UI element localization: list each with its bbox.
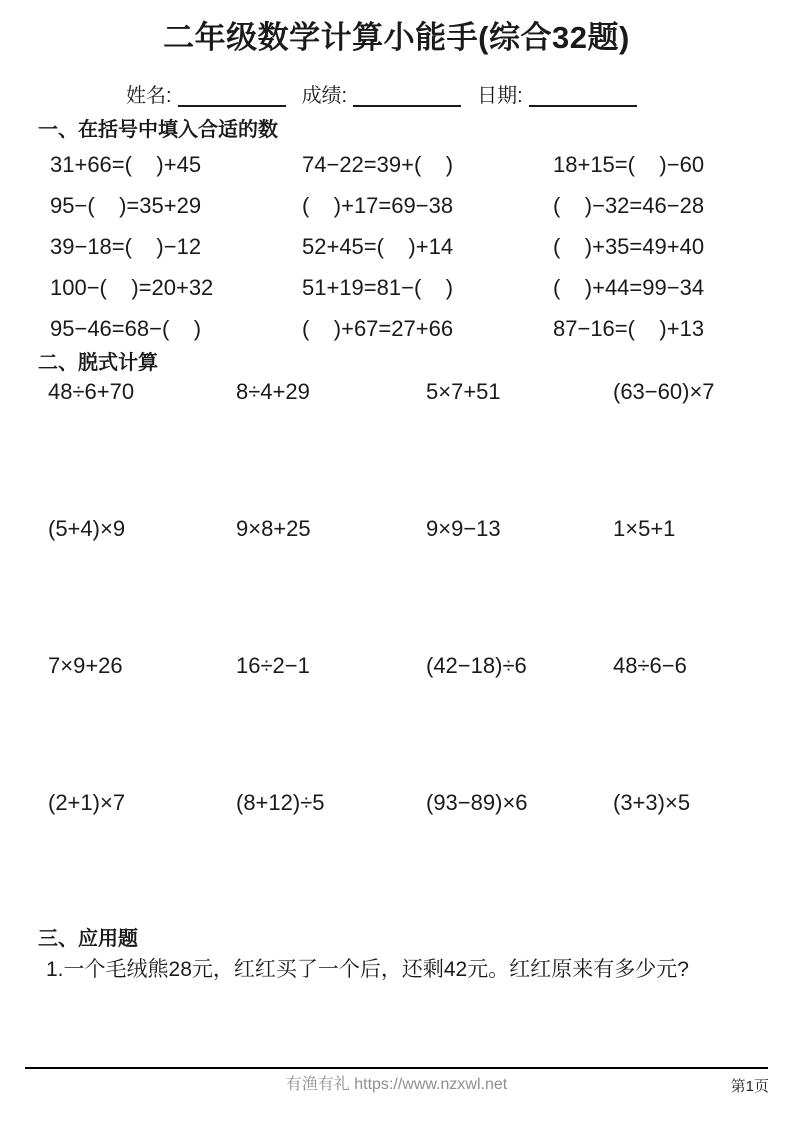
expression: (5+4)×9 [48,516,126,541]
expression: (63−60)×7 [613,379,715,404]
equation: ( )+44=99−34 [553,275,705,300]
expression: 5×7+51 [426,379,501,404]
expression: 9×8+25 [236,516,311,541]
equation: 87−16=( )+13 [553,316,705,341]
name-label: 姓名: [126,85,172,107]
section-one-heading: 一、在括号中填入合适的数 [38,119,278,141]
expression: 9×9−13 [426,516,501,541]
section-two-heading: 二、脱式计算 [38,352,158,374]
date-blank [529,84,637,107]
expression: 1×5+1 [613,516,676,541]
equation: 31+66=( )+45 [50,152,202,177]
equation: 18+15=( )−60 [553,152,705,177]
equation: 74−22=39+( ) [302,152,454,177]
expression: 7×9+26 [48,653,123,678]
equation: 39−18=( )−12 [50,234,202,259]
expression: 48÷6−6 [613,653,687,678]
equation: 51+19=81−( ) [302,275,454,300]
equation: 95−46=68−( ) [50,316,202,341]
equation: ( )−32=46−28 [553,193,705,218]
score-blank [353,84,461,107]
expression: 16÷2−1 [236,653,310,678]
expression: (42−18)÷6 [426,653,527,678]
name-blank [178,84,286,107]
equation: ( )+35=49+40 [553,234,705,259]
expression: (2+1)×7 [48,790,126,815]
section-two-expressions [48,377,793,925]
equation: 95−( )=35+29 [50,193,202,218]
equation: ( )+67=27+66 [302,316,454,341]
expression: 48÷6+70 [48,379,135,404]
date-label: 日期: [477,85,523,107]
page-title: 二年级数学计算小能手(综合32题) [163,20,630,55]
word-problem-1: 1.一个毛绒熊28元，红红买了一个后，还剩42元。红红原来有多少元? [46,958,689,981]
expression: (8+12)÷5 [236,790,325,815]
expression: (3+3)×5 [613,790,691,815]
expression: 8÷4+29 [236,379,310,404]
footer-divider [25,1067,768,1069]
equation: 52+45=( )+14 [302,234,454,259]
section-three-heading: 三、应用题 [38,928,138,950]
section-one-equations [50,144,793,349]
footer-page-number: 第1页 [730,1078,769,1095]
student-info-row [126,84,793,108]
equation: 100−( )=20+32 [50,275,214,300]
footer-watermark: 有渔有礼 https://www.nzxwl.net [285,1076,508,1093]
score-label: 成绩: [301,85,348,107]
expression: (93−89)×6 [426,790,528,815]
equation: ( )+17=69−38 [302,193,454,218]
